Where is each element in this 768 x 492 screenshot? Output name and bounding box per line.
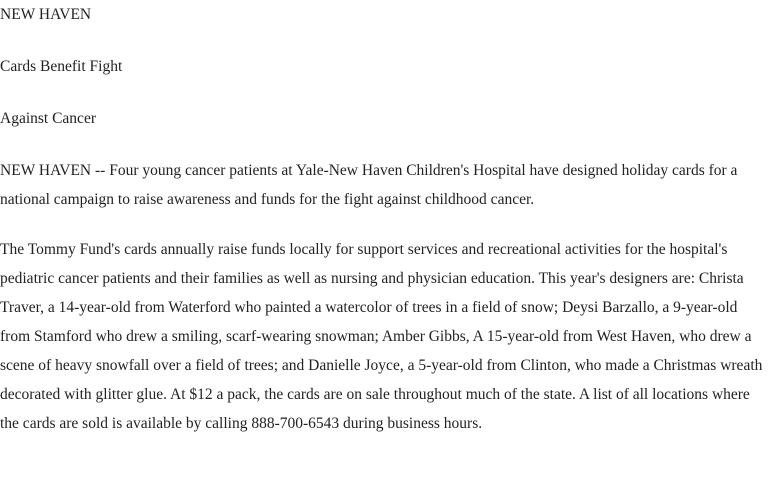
headline-line-1: Cards Benefit Fight — [0, 58, 123, 75]
dateline: NEW HAVEN — [0, 6, 92, 23]
paragraph-body: The Tommy Fund's cards annually raise funds locally for support services and recreational activities for the hospital's pediatric cancer patients and their families as well as nursing and physician education. This year's designers are: Christa Traver, a 14-year-old from Waterford who painted a watercolor of trees in a field of snow; Deysi Barzallo, a 9-year-old from Stamford who drew a smiling, scarf-wearing snowman; Amber Gibbs, A 15-year-old from West Haven, who drew a scene of heavy snowfall over a field of trees; and Danielle Joyce, a 5-year-old from Clinton, who made a Christmas wreath decorated with glitter glue. At $12 a pack, the cards are on sale throughout much of the state. A list of all locations where the cards are sold is available by calling 888-700-6543 during business hours. — [0, 241, 763, 432]
headline-line-2: Against Cancer — [0, 110, 96, 127]
paragraph-lede: NEW HAVEN -- Four young cancer patients at Yale-New Haven Children's Hospital have designed holiday cards for a national campaign to raise awareness and funds for the fight against childhood cancer. — [0, 162, 738, 208]
